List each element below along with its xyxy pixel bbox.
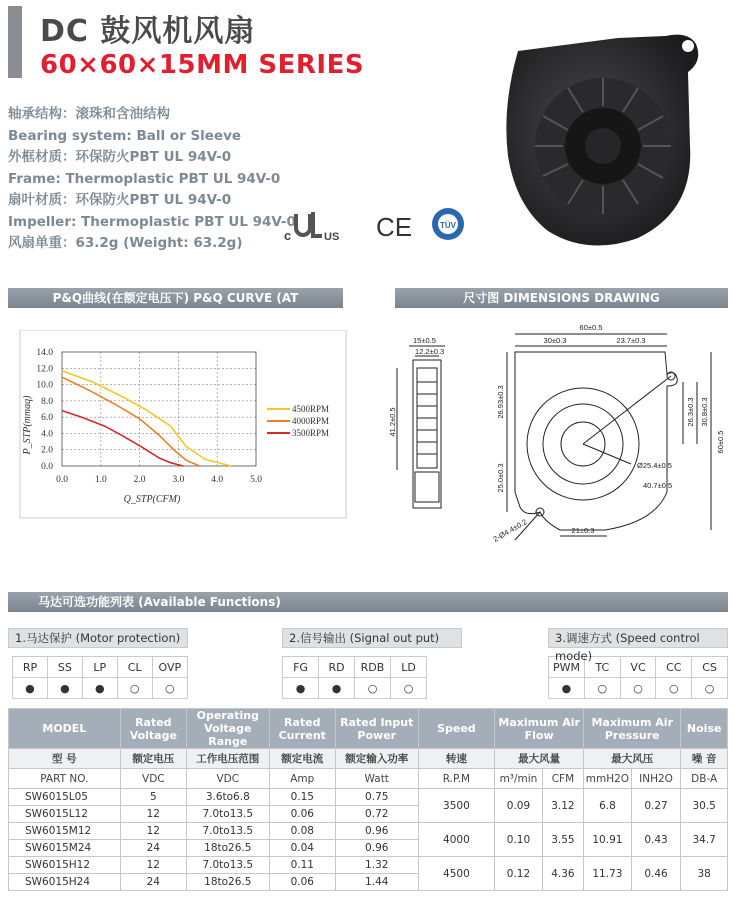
cell: 0.04 [269, 840, 335, 857]
spec-impeller-en: Impeller: Thermoplastic PBT UL 94V-0 [8, 213, 296, 230]
y-tick-label: 4.0 [41, 429, 53, 440]
col-header-noise: Noise [681, 709, 728, 749]
func-mark: ○ [355, 678, 391, 699]
func-code: FG [283, 657, 319, 678]
y-tick-label: 6.0 [41, 413, 53, 424]
func-mark: ● [82, 678, 117, 699]
cell: 12 [120, 823, 186, 840]
spec-weight: 风扇单重：63.2g (Weight: 63.2g) [8, 235, 243, 251]
cell-flow-cfm: 3.55 [542, 823, 583, 857]
cell-flow-cfm: 3.12 [542, 789, 583, 823]
svg-text:TÜV: TÜV [440, 221, 456, 230]
cell: 24 [120, 840, 186, 857]
cell-pressure-in: 0.43 [631, 823, 681, 857]
func-code: OVP [152, 657, 187, 678]
col-header-air-pressure: Maximum Air Pressure [584, 709, 681, 749]
col-header-cn: 噪 音 [681, 749, 728, 769]
dim-hole-left: 25.0±0.3 [496, 463, 505, 493]
cell: 18to26.5 [186, 840, 269, 857]
cell-pressure-mm: 6.8 [584, 789, 632, 823]
y-tick-label: 0.0 [41, 462, 53, 472]
spec-bearing-en: Bearing system: Ball or Sleeve [8, 127, 242, 144]
dim-hole-to-outlet: 30.8±0.3 [700, 397, 709, 427]
func-code: LD [391, 657, 427, 678]
cell: 0.96 [335, 823, 418, 840]
dim-inner-right: 26.3±0.3 [686, 397, 695, 427]
svg-text:US: US [324, 231, 340, 243]
y-tick-label: 10.0 [36, 380, 53, 391]
col-header-rated-voltage: Rated Voltage [120, 709, 186, 749]
cell: 0.08 [269, 823, 335, 840]
cell: 12 [120, 857, 186, 874]
func-mark: ● [47, 678, 82, 699]
dim-overall-width: 60±0.5 [579, 323, 603, 332]
cell: 7.0to13.5 [186, 823, 269, 840]
func-mark: ○ [152, 678, 187, 699]
col-header-cn: 最大风量 [495, 749, 584, 769]
x-tick-label: 3.0 [172, 475, 185, 485]
side-view [397, 346, 445, 508]
cell-noise: 34.7 [681, 823, 728, 857]
unit-cell: CFM [542, 769, 583, 789]
cell-flow-m3: 0.09 [495, 789, 543, 823]
func-mark: ○ [656, 678, 692, 699]
func-code: LP [82, 657, 117, 678]
cell: 1.32 [335, 857, 418, 874]
series-title: 60×60×15MM SERIES [40, 50, 365, 80]
func-code: CS [692, 657, 728, 678]
x-tick-label: 2.0 [133, 475, 146, 485]
col-header-operating-voltage: Operating Voltage Range [186, 709, 269, 749]
unit-cell: m³/min [495, 769, 543, 789]
dim-inner-left: 26.93±0.3 [496, 385, 505, 419]
func-mark: ● [549, 678, 585, 699]
y-tick-label: 8.0 [41, 396, 53, 407]
cell: 24 [120, 874, 186, 891]
spec-list [8, 104, 308, 255]
part-no: SW6015M12 [9, 823, 121, 840]
functions-header: 马达可选功能列表 (Available Functions) [8, 592, 728, 612]
function-group-signal [282, 628, 462, 699]
spec-bearing-cn: 轴承结构：滚珠和含油结构 [8, 106, 170, 122]
function-title: 1.马达保护 (Motor protection) [8, 628, 188, 648]
func-code: VC [620, 657, 656, 678]
cell-pressure-mm: 11.73 [584, 857, 632, 891]
cell-noise: 30.5 [681, 789, 728, 823]
spec-frame-cn: 外框材质：环保防火PBT UL 94V-0 [8, 149, 232, 165]
unit-cell: Watt [335, 769, 418, 789]
table-row [9, 857, 728, 874]
cell: 0.96 [335, 840, 418, 857]
part-no: SW6015H12 [9, 857, 121, 874]
x-tick-label: 0.0 [56, 475, 68, 485]
col-header-air-flow: Maximum Air Flow [495, 709, 584, 749]
col-header-rated-current: Rated Current [269, 709, 335, 749]
page-title: DC 鼓风机风扇 [40, 14, 256, 49]
fan-product-image [498, 6, 730, 256]
cell: 0.06 [269, 874, 335, 891]
cell: 7.0to13.5 [186, 806, 269, 823]
func-code: RD [319, 657, 355, 678]
func-mark: ○ [584, 678, 620, 699]
ce-mark: CE [376, 212, 413, 242]
col-header-cn: 型 号 [9, 749, 121, 769]
table-row [9, 823, 728, 840]
col-header-input-power: Rated Input Power [335, 709, 418, 749]
part-no: SW6015L12 [9, 806, 121, 823]
y-tick-label: 12.0 [36, 364, 53, 375]
part-no: SW6015M24 [9, 840, 121, 857]
cell-speed: 4000 [418, 823, 495, 857]
dim-outlet-right: 23.7±0.3 [616, 336, 646, 345]
dim-height-right: 60±0.5 [716, 430, 725, 454]
func-mark: ● [13, 678, 48, 699]
unit-cell: VDC [186, 769, 269, 789]
func-mark: ○ [620, 678, 656, 699]
col-header-cn: 额定输入功率 [335, 749, 418, 769]
cell-noise: 38 [681, 857, 728, 891]
func-code: PWM [549, 657, 585, 678]
ul-mark [284, 212, 339, 243]
x-axis-label: Q_STP(CFM) [123, 494, 181, 505]
func-code: CC [656, 657, 692, 678]
func-code: TC [584, 657, 620, 678]
accent-bar [8, 6, 22, 78]
cell: 7.0to13.5 [186, 857, 269, 874]
unit-cell: PART NO. [9, 769, 121, 789]
func-code: RP [13, 657, 48, 678]
svg-text:c: c [284, 228, 292, 243]
legend-label: 4000RPM [292, 416, 330, 426]
spec-frame-en: Frame: Thermoplastic PBT UL 94V-0 [8, 170, 281, 187]
x-tick-label: 5.0 [250, 475, 262, 485]
spec-table [8, 708, 728, 891]
col-header-cn: 转速 [418, 749, 495, 769]
cell: 1.44 [335, 874, 418, 891]
cell: 0.06 [269, 806, 335, 823]
func-code: SS [47, 657, 82, 678]
cell: 0.15 [269, 789, 335, 806]
y-axis-label: P_STP(mmaq) [22, 395, 33, 455]
cell: 5 [120, 789, 186, 806]
x-tick-label: 1.0 [94, 475, 107, 485]
col-header-cn: 工作电压范围 [186, 749, 269, 769]
func-mark: ○ [692, 678, 728, 699]
func-code: CL [117, 657, 152, 678]
function-group-protection [8, 628, 188, 699]
cell: 3.6to6.8 [186, 789, 269, 806]
col-header-model: MODEL [9, 709, 121, 749]
func-mark: ● [319, 678, 355, 699]
cell-flow-m3: 0.12 [495, 857, 543, 891]
col-header-cn: 额定电流 [269, 749, 335, 769]
cell-speed: 4500 [418, 857, 495, 891]
unit-cell: INH2O [631, 769, 681, 789]
cell-pressure-mm: 10.91 [584, 823, 632, 857]
dim-hole-span: 40.7±0.5 [643, 481, 673, 490]
dim-side-height: 41.2±0.5 [388, 407, 397, 437]
col-header-speed: Speed [418, 709, 495, 749]
unit-cell: R.P.M [418, 769, 495, 789]
part-no: SW6015L05 [9, 789, 121, 806]
pq-chart [4, 330, 364, 520]
dimensions-drawing [385, 312, 733, 562]
legend-label: 4500RPM [292, 404, 330, 414]
unit-cell: VDC [120, 769, 186, 789]
cell-speed: 3500 [418, 789, 495, 823]
table-row [9, 789, 728, 806]
function-group-speed-control [548, 628, 728, 699]
cell-flow-cfm: 4.36 [542, 857, 583, 891]
func-mark: ● [283, 678, 319, 699]
spec-impeller-cn: 扇叶材质：环保防火PBT UL 94V-0 [8, 192, 232, 208]
cell-flow-m3: 0.10 [495, 823, 543, 857]
cell: 18to26.5 [186, 874, 269, 891]
dim-holes: 2-Ø4.4±0.2 [491, 517, 529, 544]
dim-thickness: 15±0.5 [413, 336, 436, 345]
cell-pressure-in: 0.46 [631, 857, 681, 891]
dim-bottom-hole: 21±0.3 [571, 526, 595, 535]
col-header-cn: 额定电压 [120, 749, 186, 769]
dim-outlet-left: 30±0.3 [543, 336, 567, 345]
cell: 0.11 [269, 857, 335, 874]
cell: 0.72 [335, 806, 418, 823]
dim-thickness-inner: 12.2±0.3 [415, 347, 445, 356]
unit-cell: DB-A [681, 769, 728, 789]
pq-curve-header: P&Q曲线(在额定电压下) P&Q CURVE (AT RATEDVOLTAGE) [8, 288, 343, 308]
legend-label: 3500RPM [292, 428, 330, 438]
function-title: 2.信号输出 (Signal out put) [282, 628, 462, 648]
cell-pressure-in: 0.27 [631, 789, 681, 823]
tuv-mark [432, 208, 464, 240]
dim-impeller-dia: Ø25.4±0.5 [637, 461, 672, 470]
cert-logos [280, 202, 480, 250]
unit-cell: mmH2O [584, 769, 632, 789]
func-mark: ○ [117, 678, 152, 699]
col-header-cn: 最大风压 [584, 749, 681, 769]
front-view [507, 334, 711, 540]
func-mark: ○ [391, 678, 427, 699]
y-tick-label: 14.0 [36, 348, 53, 358]
func-code: RDB [355, 657, 391, 678]
cell: 12 [120, 806, 186, 823]
cell: 0.75 [335, 789, 418, 806]
unit-cell: Amp [269, 769, 335, 789]
function-title: 3.调速方式 (Speed control mode) [548, 628, 728, 648]
part-no: SW6015H24 [9, 874, 121, 891]
dimensions-header: 尺寸图 DIMENSIONS DRAWING [395, 288, 728, 308]
x-tick-label: 4.0 [211, 475, 224, 485]
y-tick-label: 2.0 [41, 445, 53, 456]
